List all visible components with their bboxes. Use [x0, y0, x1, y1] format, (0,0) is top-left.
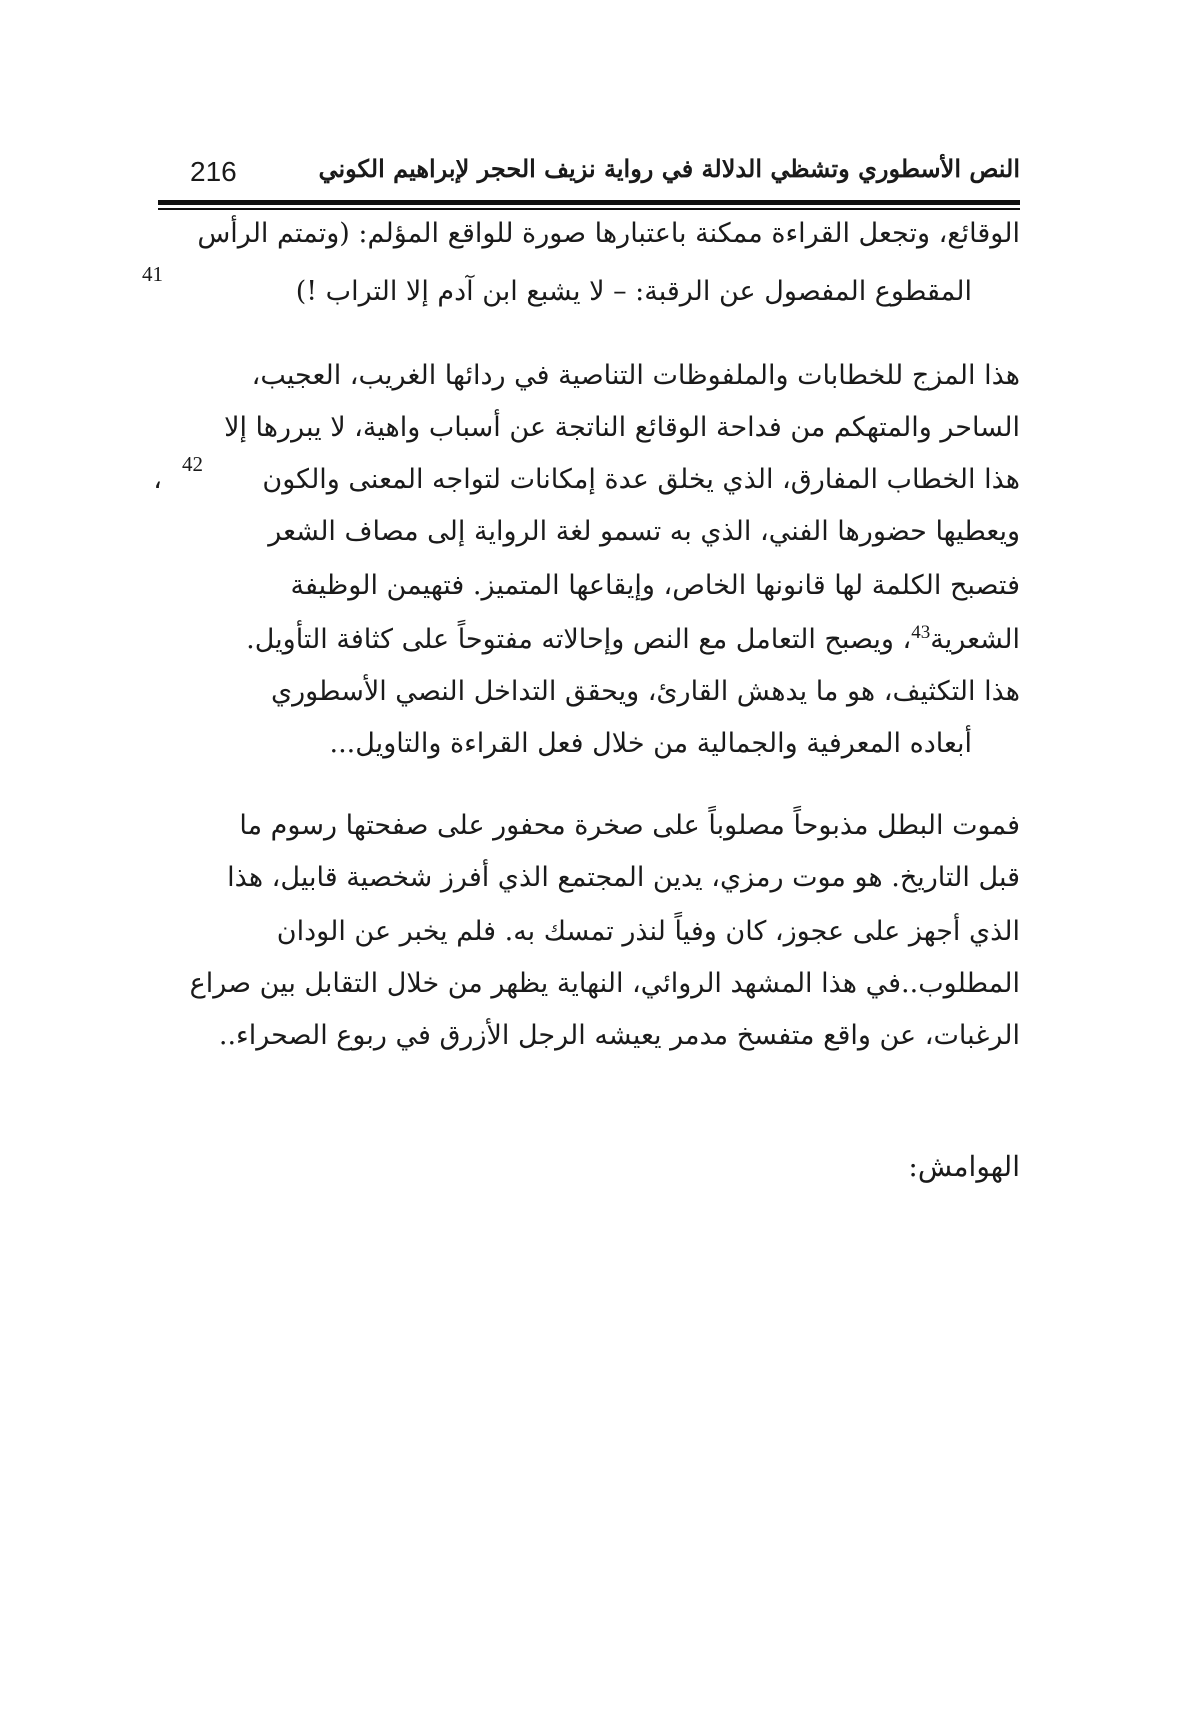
line-text: هذا الخطاب المفارق، الذي يخلق عدة إمكانات لتواجه المعنى والكون — [262, 464, 1020, 495]
paragraph-line: قبل التاريخ. هو موت رمزي، يدين المجتمع الذي أفرز شخصية قابيل، هذا — [227, 862, 1020, 893]
header-rule-thick — [158, 200, 1020, 205]
paragraph-line: ويعطيها حضورها الفني، الذي به تسمو لغة الرواية إلى مصاف الشعر — [268, 516, 1020, 547]
footnote-ref: 43 — [911, 622, 931, 643]
paragraph-line: المطلوب..في هذا المشهد الروائي، النهاية يظهر من خلال التقابل بين صراع — [189, 968, 1020, 999]
paragraph-line: الساحر والمتهكم من فداحة الوقائع الناتجة عن أسباب واهية، لا يبررها إلا — [224, 412, 1020, 443]
paragraph-line: الرغبات، عن واقع متفسخ مدمر يعيشه الرجل الأزرق في ربوع الصحراء.. — [218, 1020, 1020, 1051]
paragraph-line — [246, 622, 1020, 656]
notes-heading: الهوامش: — [908, 1150, 1020, 1183]
paragraph-line: هذا التكثيف، هو ما يدهش القارئ، ويحقق التداخل النصي الأسطوري — [270, 676, 1020, 707]
header-rule-thin — [158, 208, 1020, 210]
quote-line: الوقائع، وتجعل القراءة ممكنة باعتبارها صورة للواقع المؤلم: (وتمتم الرأس — [197, 218, 1020, 249]
footnote-ref: 41 — [142, 262, 163, 286]
running-header — [158, 150, 1020, 200]
paragraph-line: الذي أجهز على عجوز، كان وفياً لنذر تمسك به. فلم يخبر عن الودان — [276, 916, 1020, 947]
punctuation: ، — [153, 464, 162, 495]
line-text: الشعرية — [930, 624, 1020, 655]
paragraph-line: فموت البطل مذبوحاً مصلوباً على صخرة محفور على صفحتها رسوم ما — [239, 810, 1020, 841]
paragraph-line — [262, 464, 1020, 496]
paragraph-line: أبعاده المعرفية والجمالية من خلال فعل القراءة والتاويل... — [329, 728, 972, 759]
line-text: ، ويصبح التعامل مع النص وإحالاته مفتوحاً على كثافة التأويل. — [246, 624, 912, 655]
footnote-ref: 42 — [182, 452, 203, 476]
paragraph-line: فتصبح الكلمة لها قانونها الخاص، وإيقاعها المتميز. فتهيمن الوظيفة — [290, 570, 1020, 601]
running-title: النص الأسطوري وتشظي الدلالة في رواية نزيف الحجر لإبراهيم الكوني — [318, 154, 1020, 183]
quote-line: المقطوع المفصول عن الرقبة: – لا يشبع ابن آدم إلا التراب !) — [295, 276, 972, 307]
page-number: 216 — [190, 156, 237, 187]
paragraph-line: هذا المزج للخطابات والملفوظات التناصية في ردائها الغريب، العجيب، — [251, 360, 1020, 391]
